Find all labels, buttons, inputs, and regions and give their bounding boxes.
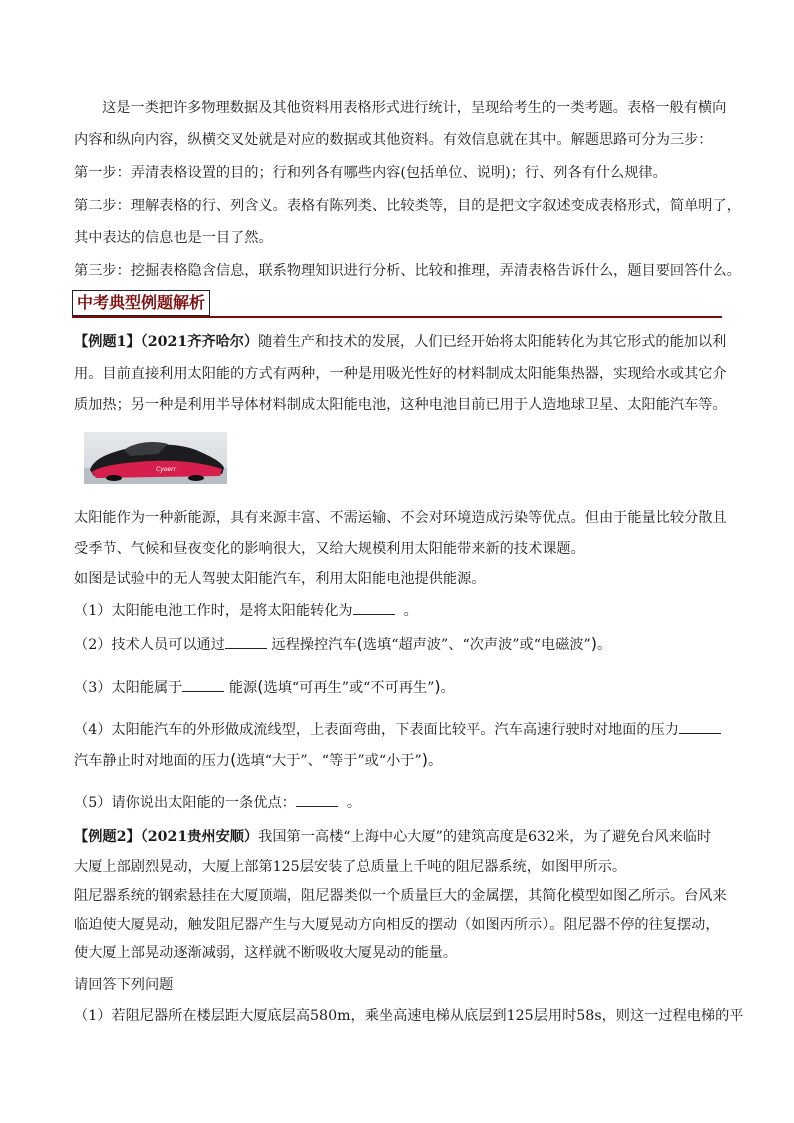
section-title: 中考典型例题解析 [72, 290, 210, 316]
question-2-end: 。 [597, 637, 612, 653]
example1-paragraph-line: 受季节、气候和昼夜变化的影响很大，又给大规模利用太阳能带来新的技术课题。 [74, 541, 585, 557]
example2-text-line: 大厦上部剧烈晃动，大厦上部第125层安装了总质量上千吨的阻尼器系统，如图甲所示。 [74, 859, 627, 875]
example2-source: （2021贵州安顺） [140, 829, 259, 845]
example2-paragraph-line: 使大厦上部晃动逐渐减弱，这样就不断吸收大厦晃动的能量。 [74, 945, 458, 961]
open-paren: ( [230, 750, 237, 769]
question-5-end: 。 [346, 795, 362, 811]
close-paren: ) [434, 677, 441, 696]
example2-paragraph-line: 阻尼器系统的钢索悬挂在大厦顶端，阻尼器类似一个质量巨大的金属摆，其简化模型如图乙所示。台风来 [74, 888, 727, 904]
question-1-end: 。 [403, 603, 418, 619]
answer-blank[interactable] [296, 792, 338, 807]
question-5 [74, 792, 361, 813]
step-two-text-continued: 其中表达的信息也是一目了然。 [74, 230, 273, 246]
open-paren: ( [356, 634, 363, 653]
question-2-text-b: 远程操控汽车 [271, 637, 357, 653]
question-4-text: （4）太阳能汽车的外形做成流线型，上表面弯曲，下表面比较平。汽车高速行驶时对地面的压力 [74, 722, 679, 738]
section-title-rule [72, 316, 722, 318]
example2-tag: 【例题2】 [74, 829, 141, 845]
question-4-continued [74, 750, 442, 771]
example1-figure-note: 如图是试验中的无人驾驶太阳能汽车，利用太阳能电池提供能源。 [74, 571, 486, 587]
question-3-text-b: 能源 [228, 680, 258, 696]
example1-paragraph-line: 太阳能作为一种新能源，具有来源丰富、不需运输、不会对环境造成污染等优点。但由于能量比较分散且 [74, 510, 727, 526]
close-paren: ) [590, 634, 598, 653]
answer-blank[interactable] [679, 719, 721, 734]
open-paren: ( [257, 677, 264, 696]
question-4-text-b: 汽车静止时对地面的压力 [74, 753, 231, 769]
question-5-text: （5）请你说出太阳能的一条优点： [74, 795, 296, 811]
question-2 [74, 634, 611, 655]
answer-blank[interactable] [225, 634, 267, 649]
question-3-end: 。 [440, 680, 455, 696]
example1-source: （2021齐齐哈尔） [140, 334, 259, 350]
question-2-hint: 选填“超声波”、“次声波”或“电磁波” [362, 637, 591, 653]
intro-paragraph-line: 这是一类把许多物理数据及其他资料用表格形式进行统计，呈现给考生的一类考题。表格一般有横向 [102, 100, 727, 116]
example2-intro-line [74, 827, 711, 847]
step-one-text: 第一步：弄清表格设置的目的；行和列各有哪些内容(包括单位、说明)；行、列各有什么规律。 [74, 165, 667, 181]
example1-text-line: 用。目前直接利用太阳能的方式有两种，一种是用吸光性好的材料制成太阳能集热器，实现给水或其它介 [74, 366, 727, 382]
question-2-text: （2）技术人员可以通过 [74, 637, 225, 653]
question-4 [74, 719, 721, 740]
question-4-end: 。 [427, 753, 443, 769]
question-3-text: （3）太阳能属于 [74, 680, 183, 696]
example2-prompt: 请回答下列问题 [74, 977, 174, 993]
step-two-text: 第二步：理解表格的行、列含义。表格有陈列类、比较类等，目的是把文字叙述变成表格形式，简单明了， [74, 198, 741, 214]
question-1 [74, 600, 418, 621]
example2-question-1: （1）若阻尼器所在楼层距大厦底层高580m，乘坐高速电梯从底层到125层用时58s，则这一过程电梯的平 [74, 1008, 744, 1024]
example2-text: 我国第一高楼“上海中心大厦”的建筑高度是632米，为了避免台风来临时 [258, 829, 712, 845]
example1-text-line: 质加热；另一种是利用半导体材料制成太阳能电池，这种电池目前已用于人造地球卫星、太阳能汽车等。 [74, 397, 727, 413]
example1-intro-line [74, 332, 726, 352]
car-body-text: Cyoerr [156, 466, 177, 473]
intro-paragraph-line: 内容和纵向内容，纵横交叉处就是对应的数据或其他资料。有效信息就在其中。解题思路可分为三步： [74, 132, 713, 148]
question-1-text: （1）太阳能电池工作时，是将太阳能转化为 [74, 603, 353, 619]
example1-text: 随着生产和技术的发展，人们已经开始将太阳能转化为其它形式的能加以利 [258, 334, 727, 350]
answer-blank[interactable] [353, 600, 395, 615]
question-3-hint: 选填“可再生”或“不可再生” [263, 680, 435, 696]
example2-paragraph-line: 临迫使大厦晃动，触发阻尼器产生与大厦晃动方向相反的摆动（如图丙所示）。阻尼器不停的往复摆动， [74, 917, 720, 933]
step-three-text: 第三步：挖掘表格隐含信息，联系物理知识进行分析、比较和推理，弄清表格告诉什么，题目要回答什么。 [74, 263, 741, 279]
answer-blank[interactable] [182, 677, 224, 692]
example1-tag: 【例题1】 [74, 334, 141, 350]
solar-car-photo-icon [84, 432, 227, 484]
question-3 [74, 677, 455, 698]
close-paren: ) [421, 750, 428, 769]
question-4-hint: 选填“大于”、“等于”或“小于” [236, 753, 422, 769]
